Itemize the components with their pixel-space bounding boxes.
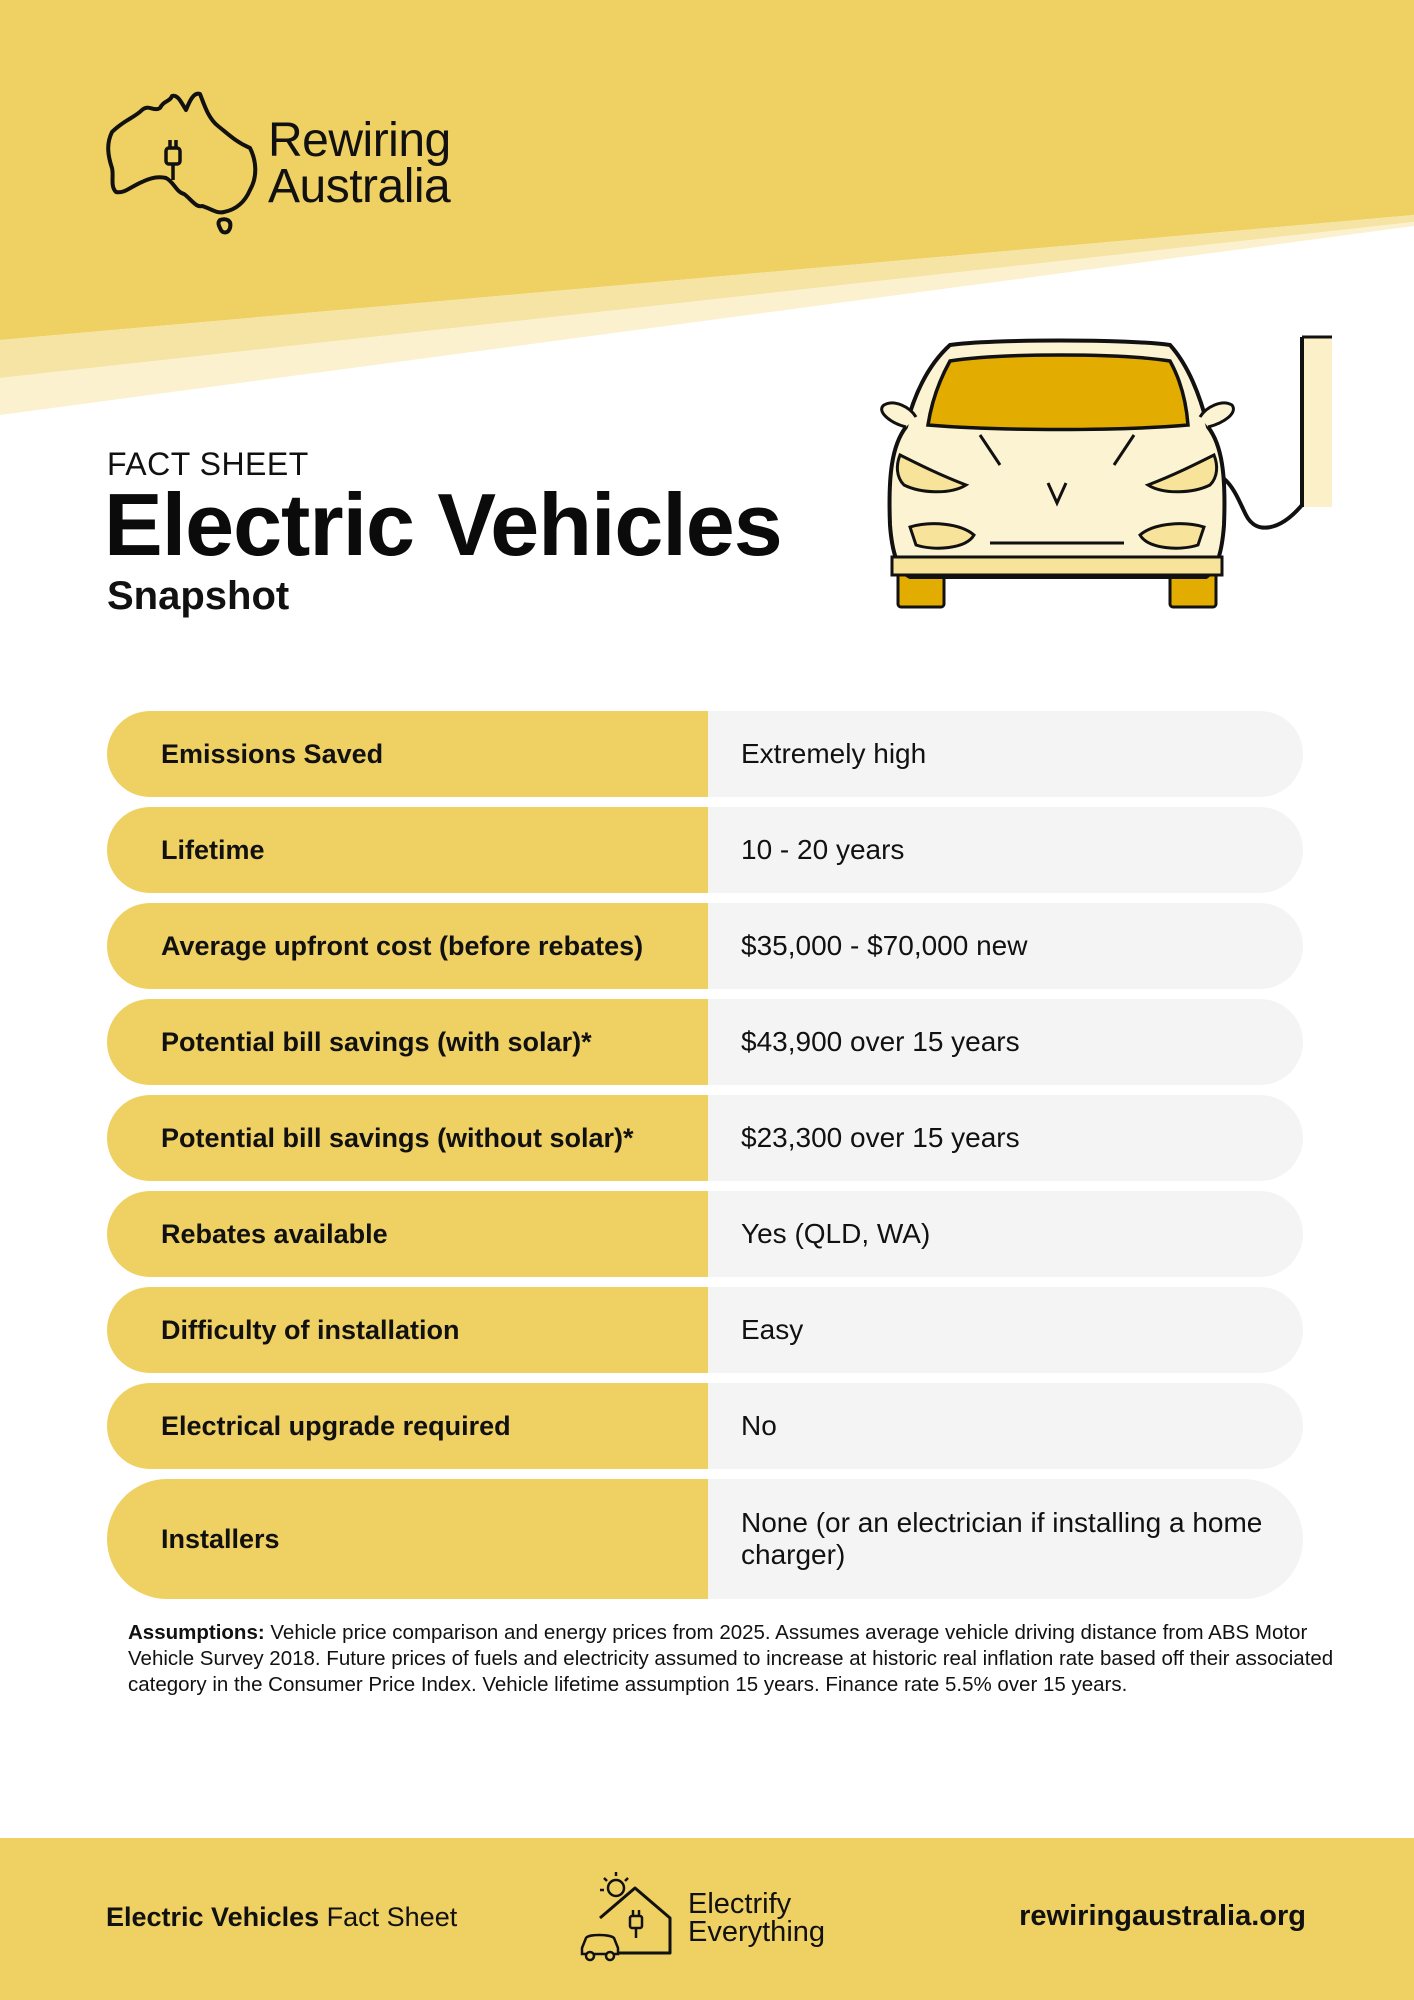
footer — [0, 1838, 1414, 2000]
footer-title-bold: Electric Vehicles — [106, 1902, 320, 1932]
fact-sheet-kicker: FACT SHEET — [107, 446, 309, 482]
assumptions-text: Vehicle price comparison and energy prices from 2025. Assumes average vehicle driving distance from ABS Motor Vehicle Survey 2018. Future prices of fuels and electricity assumed to increase at historic real inflation rate based off their associated category in the Consumer Price Index. Vehicle lifetime assumption 15 years. Finance rate 5.5% over 15 years. — [128, 1621, 1334, 1696]
row-value: Extremely high — [708, 711, 1303, 797]
table-row — [107, 711, 1303, 797]
row-value: $35,000 - $70,000 new — [708, 903, 1303, 989]
table-row — [107, 1287, 1303, 1373]
electrify-everything-logo — [580, 1868, 840, 1968]
table-row — [107, 1095, 1303, 1181]
row-value: Yes (QLD, WA) — [708, 1191, 1303, 1277]
logo-text — [268, 114, 451, 213]
footer-logo-text — [688, 1890, 825, 1946]
website-link[interactable]: rewiringaustralia.org — [1019, 1900, 1306, 1932]
electric-car-charging-icon — [870, 335, 1336, 620]
footer-left — [106, 1902, 457, 1933]
row-label: Average upfront cost (before rebates) — [107, 903, 708, 989]
page-title: Electric Vehicles — [104, 475, 782, 574]
table-row — [107, 807, 1303, 893]
row-label: Electrical upgrade required — [107, 1383, 708, 1469]
logo-line-2: Australia — [268, 160, 451, 213]
table-row — [107, 903, 1303, 989]
row-label: Emissions Saved — [107, 711, 708, 797]
row-value: No — [708, 1383, 1303, 1469]
australia-plug-icon — [104, 90, 264, 240]
row-value: $23,300 over 15 years — [708, 1095, 1303, 1181]
row-value: None (or an electrician if installing a home charger) — [708, 1479, 1303, 1599]
table-row — [107, 1479, 1303, 1599]
assumptions-note — [128, 1620, 1348, 1698]
page-subtitle: Snapshot — [107, 574, 290, 618]
rewiring-australia-logo — [104, 90, 464, 240]
table-row — [107, 999, 1303, 1085]
assumptions-heading: Assumptions: — [128, 1621, 265, 1644]
row-label: Installers — [107, 1479, 708, 1599]
row-label: Potential bill savings (with solar)* — [107, 999, 708, 1085]
table-row — [107, 1191, 1303, 1277]
fact-table — [107, 711, 1303, 1609]
row-value: $43,900 over 15 years — [708, 999, 1303, 1085]
row-value: 10 - 20 years — [708, 807, 1303, 893]
logo-line-1: Rewiring — [268, 114, 451, 167]
house-car-sun-icon — [580, 1868, 690, 1968]
footer-logo-line-2: Everything — [688, 1916, 826, 1948]
row-label: Potential bill savings (without solar)* — [107, 1095, 708, 1181]
row-label: Rebates available — [107, 1191, 708, 1277]
table-row — [107, 1383, 1303, 1469]
row-label: Lifetime — [107, 807, 708, 893]
row-value: Easy — [708, 1287, 1303, 1373]
footer-title-rest: Fact Sheet — [319, 1902, 458, 1932]
row-label: Difficulty of installation — [107, 1287, 708, 1373]
footer-logo-line-1: Electrify — [688, 1888, 792, 1920]
